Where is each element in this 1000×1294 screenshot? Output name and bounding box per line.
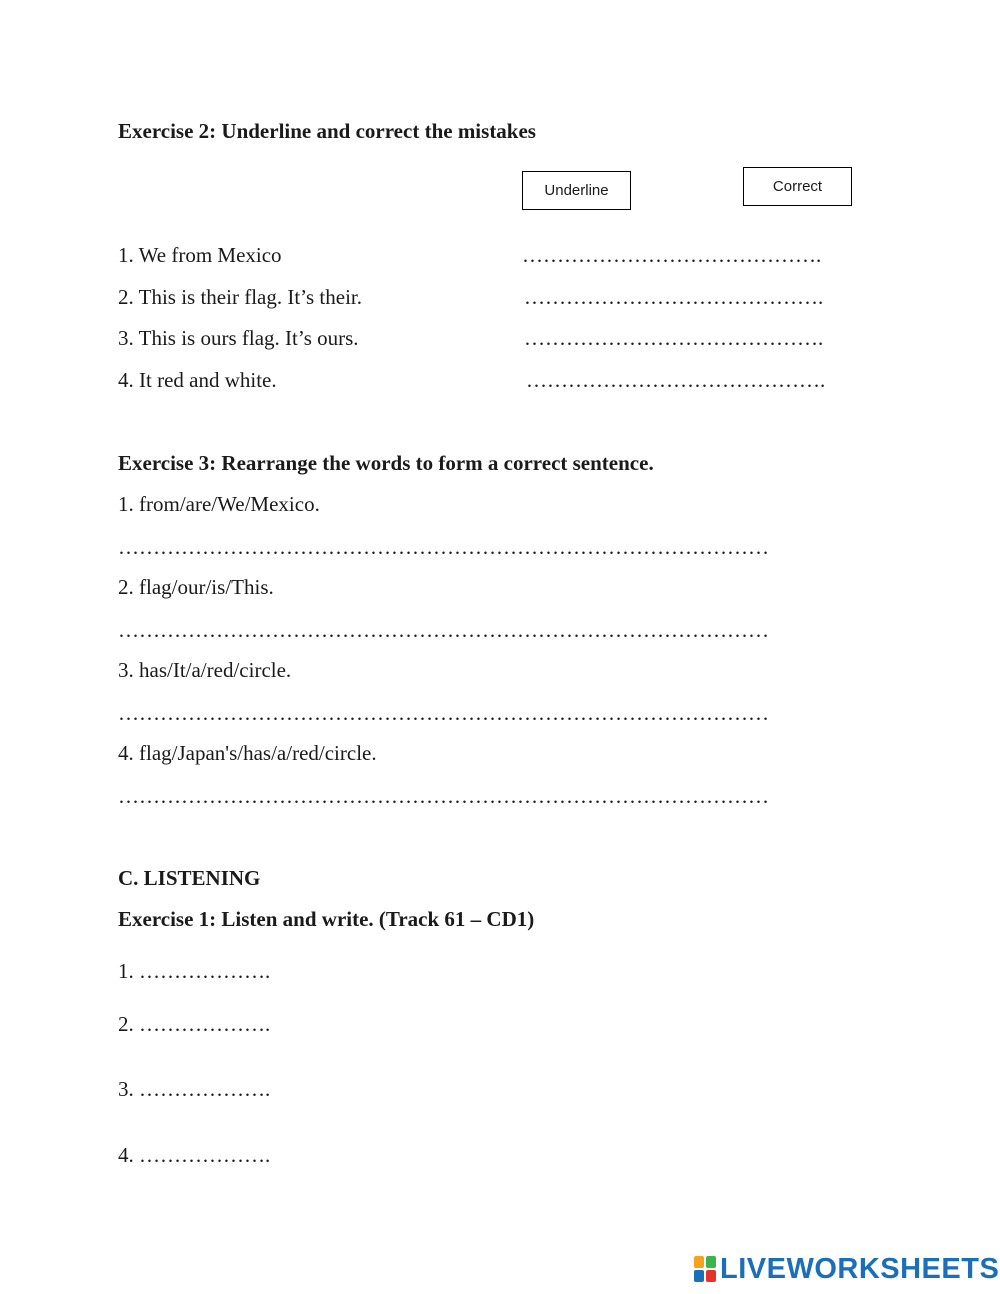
listening-answer-4[interactable]: 4. ………………. <box>118 1143 271 1167</box>
ex3-answer-line-1[interactable]: ………………………………………………………………………………… <box>118 535 769 559</box>
ex2-answer-blank-3[interactable]: ……………………………………. <box>524 326 824 350</box>
liveworksheets-logo <box>694 1254 999 1284</box>
listening-answer-2[interactable]: 2. ………………. <box>118 1012 271 1036</box>
correct-box: Correct <box>743 167 852 206</box>
exercise2-heading: Exercise 2: Underline and correct the mistakes <box>118 119 536 143</box>
ex2-answer-blank-4[interactable]: ……………………………………. <box>526 368 826 392</box>
ex2-item-4: 4. It red and white. <box>118 368 277 392</box>
ex3-item-4: 4. flag/Japan's/has/a/red/circle. <box>118 741 377 765</box>
ex3-item-1: 1. from/are/We/Mexico. <box>118 492 320 516</box>
listening-exercise-heading: Exercise 1: Listen and write. (Track 61 – CD1) <box>118 907 535 931</box>
underline-box: Underline <box>522 171 631 210</box>
ex2-item-1: 1. We from Mexico <box>118 243 282 267</box>
ex2-item-2: 2. This is their flag. It’s their. <box>118 285 363 309</box>
listening-answer-3[interactable]: 3. ………………. <box>118 1077 271 1101</box>
ex3-answer-line-2[interactable]: ………………………………………………………………………………… <box>118 618 769 642</box>
ex3-item-2: 2. flag/our/is/This. <box>118 575 274 599</box>
ex2-item-3: 3. This is ours flag. It’s ours. <box>118 326 359 350</box>
logo-text: LIVEWORKSHEETS <box>720 1252 1000 1285</box>
ex3-answer-line-4[interactable]: ………………………………………………………………………………… <box>118 784 769 808</box>
ex3-answer-line-3[interactable]: ………………………………………………………………………………… <box>118 701 769 725</box>
ex2-answer-blank-2[interactable]: ……………………………………. <box>524 285 824 309</box>
ex3-item-3: 3. has/It/a/red/circle. <box>118 658 292 682</box>
listening-answer-1[interactable]: 1. ………………. <box>118 959 271 983</box>
logo-mark-icon <box>694 1256 716 1282</box>
listening-section-heading: C. LISTENING <box>118 866 261 890</box>
ex2-answer-blank-1[interactable]: ……………………………………. <box>522 243 822 267</box>
exercise3-heading: Exercise 3: Rearrange the words to form a correct sentence. <box>118 451 654 475</box>
